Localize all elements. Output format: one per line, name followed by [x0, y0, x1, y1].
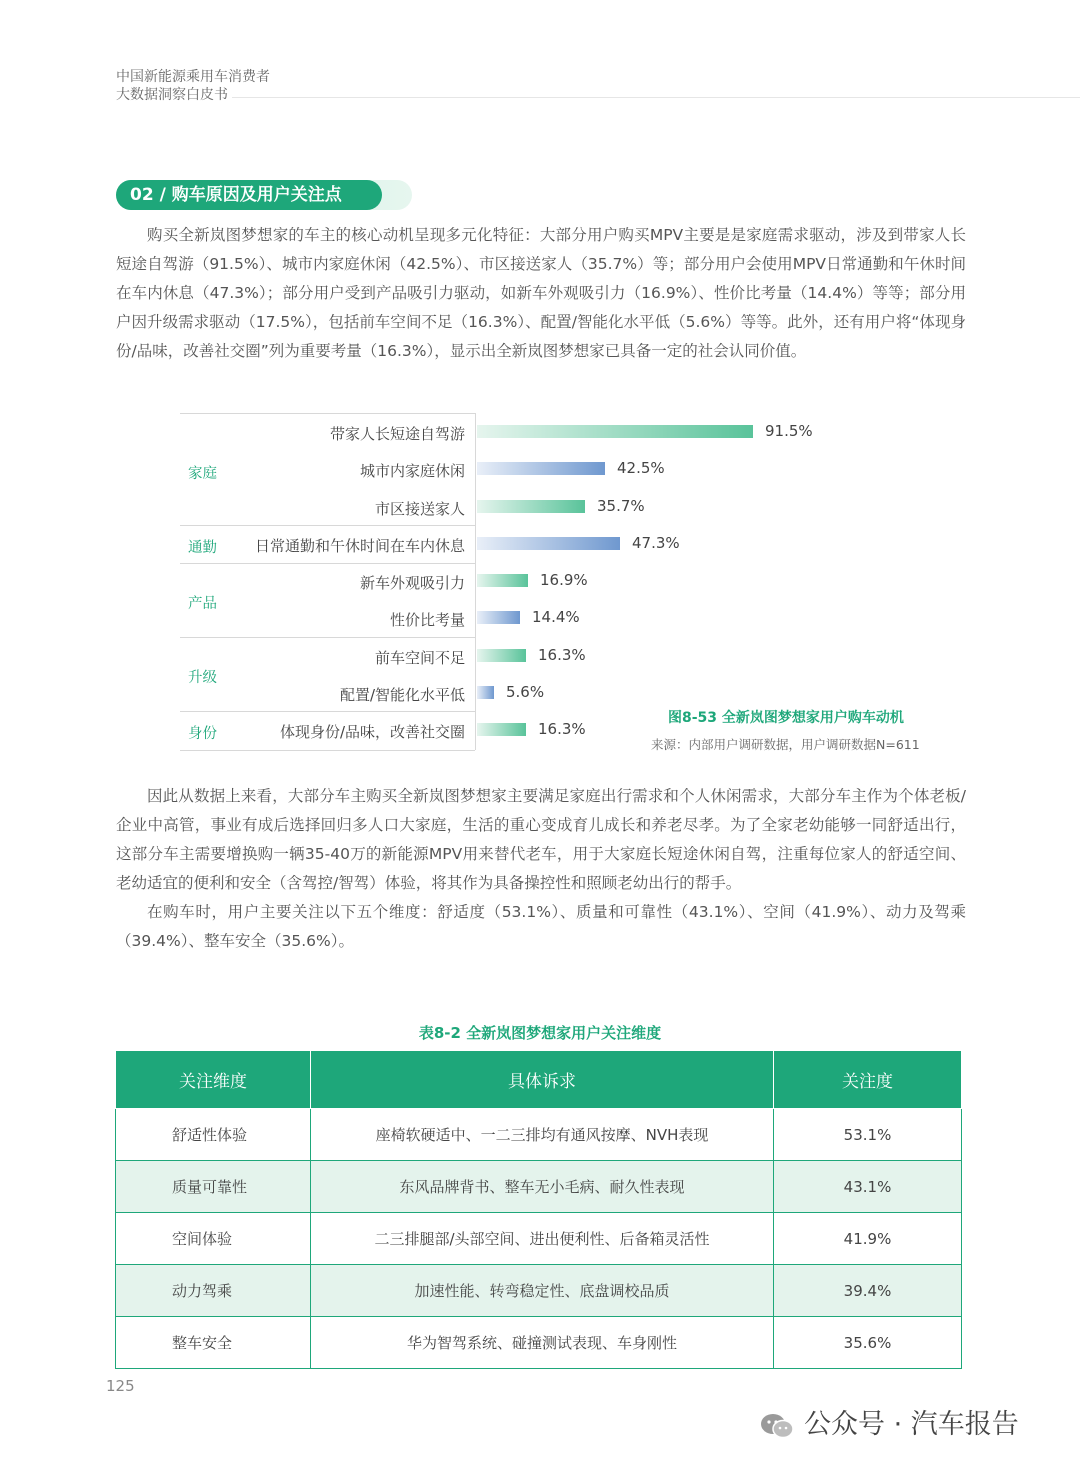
- chart-category-label: 城市内家庭休闲: [359, 462, 465, 480]
- chart-bar: [477, 462, 605, 475]
- chart-group-label: 产品: [188, 596, 217, 612]
- table-caption: 表8-2 全新岚图梦想家用户关注维度: [418, 1024, 662, 1042]
- chart-group-separator: [180, 525, 475, 526]
- chart-bar: [477, 686, 494, 699]
- chart-group-separator: [180, 750, 475, 751]
- chart-data-label: 16.3%: [538, 646, 586, 664]
- table-cell: 53.1%: [774, 1109, 962, 1161]
- chart-data-label: 16.3%: [538, 720, 586, 738]
- chart-data-label: 14.4%: [532, 608, 580, 626]
- chart-data-label: 91.5%: [765, 422, 813, 440]
- chart-category-label: 带家人长短途自驾游: [329, 425, 465, 443]
- chart-group-label: 升级: [188, 670, 217, 686]
- chart-category-label: 体现身份/品味，改善社交圈: [279, 723, 465, 741]
- chart-data-label: 42.5%: [617, 459, 665, 477]
- chart-bar: [477, 723, 526, 736]
- chart-title: 图8-53 全新岚图梦想家用户购车动机: [668, 710, 904, 726]
- chart-bar: [477, 425, 753, 438]
- chart-bar: [477, 611, 520, 624]
- analysis-paragraph-text: 因此从数据上来看，大部分车主购买全新岚图梦想家主要满足家庭出行需求和个人休闲需求，大部分车主作为个体老板/企业中高管，事业有成后选择回归多人口大家庭，生活的重心变成育儿成长和养老尽孝。为了全家老幼能够一同舒适出行，这部分车主需要增换购一辆35-40万的新能源MPV用来替代老车，用于大家庭长短途休闲自驾，注重每位家人的舒适空间、老幼适宜的便利和安全（含驾控/智驾）体验，将其作为具备操控性和照顾老幼出行的帮手。: [116, 787, 966, 892]
- table-cell: 动力驾乘: [116, 1265, 311, 1317]
- intro-paragraph-text: 购买全新岚图梦想家的车主的核心动机呈现多元化特征：大部分用户购买MPV主要是是家庭需求驱动，涉及到带家人长短途自驾游（91.5%）、城市内家庭休闲（42.5%）、市区接送家人（35.7%）等；部分用户会使用MPV日常通勤和午休时间在车内休息（47.3%）；部分用户受到产品吸引力驱动，如新车外观吸引力（16.9%）、性价比考量（14.4%）等等；部分用户因升级需求驱动（17.5%），包括前车空间不足（16.3%）、配置/智能化水平低（5.6%）等等。此外，还有用户将“体现身份/品味，改善社交圈”列为重要考量（16.3%），显示出全新岚图梦想家已具备一定的社会认同价值。: [116, 226, 966, 360]
- header-divider: [232, 97, 1080, 98]
- chart-group-separator: [180, 563, 475, 564]
- chart-group-separator: [180, 413, 475, 414]
- table-cell: 座椅软硬适中、一二三排均有通风按摩、NVH表现: [311, 1109, 774, 1161]
- chart-data-label: 16.9%: [540, 571, 588, 589]
- table-cell: 35.6%: [774, 1317, 962, 1369]
- chart-bar: [477, 649, 526, 662]
- chart-group-label: 身份: [188, 726, 217, 742]
- chart-source: 来源：内部用户调研数据，用户调研数据N=611: [651, 737, 920, 752]
- table-cell: 质量可靠性: [116, 1161, 311, 1213]
- watermark: [760, 1402, 1019, 1441]
- report-title-line1: 中国新能源乘用车消费者: [116, 69, 270, 85]
- chart-category-label: 配置/智能化水平低: [339, 686, 465, 704]
- chart-group-separator: [180, 711, 475, 712]
- watermark-text: 公众号 · 汽车报告: [804, 1409, 1019, 1440]
- table-cell: 加速性能、转弯稳定性、底盘调校品质: [311, 1265, 774, 1317]
- table-cell: 41.9%: [774, 1213, 962, 1265]
- chart-axis-line: [475, 413, 476, 750]
- table-cell: 华为智驾系统、碰撞测试表现、车身刚性: [311, 1317, 774, 1369]
- table-row: [116, 1265, 962, 1317]
- table-row: [116, 1161, 962, 1213]
- chart-group-label: 家庭: [188, 466, 217, 482]
- report-title-line2: 大数据洞察白皮书: [116, 87, 228, 103]
- chart-category-label: 性价比考量: [389, 611, 465, 629]
- table-cell: 二三排腿部/头部空间、进出便利性、后备箱灵活性: [311, 1213, 774, 1265]
- chart-category-label: 市区接送家人: [374, 500, 465, 518]
- chart-bar: [477, 574, 528, 587]
- table-row: [116, 1109, 962, 1161]
- table-row: [116, 1317, 962, 1369]
- intro-paragraph: [116, 221, 966, 366]
- section-tag: 02 / 购车原因及用户关注点: [116, 180, 382, 210]
- analysis-paragraphs: [116, 782, 966, 956]
- chart-data-label: 35.7%: [597, 497, 645, 515]
- table-header-row: [116, 1051, 962, 1109]
- table-cell: 整车安全: [116, 1317, 311, 1369]
- report-header: [116, 68, 270, 104]
- table-header-cell: 具体诉求: [311, 1051, 774, 1109]
- wechat-icon: [760, 1413, 794, 1439]
- table-cell: 39.4%: [774, 1265, 962, 1317]
- chart-data-label: 5.6%: [506, 683, 545, 701]
- chart-bar: [477, 500, 585, 513]
- table-header-cell: 关注度: [774, 1051, 962, 1109]
- table-cell: 东风品牌背书、整车无小毛病、耐久性表现: [311, 1161, 774, 1213]
- chart-category-label: 新车外观吸引力: [359, 574, 465, 592]
- chart-group-separator: [180, 637, 475, 638]
- chart-category-label: 前车空间不足: [374, 649, 465, 667]
- chart-group-label: 通勤: [188, 540, 217, 556]
- chart-data-label: 47.3%: [632, 534, 680, 552]
- focus-dimensions-paragraph: 在购车时，用户主要关注以下五个维度：舒适度（53.1%）、质量和可靠性（43.1%）、空间（41.9%）、动力及驾乘（39.4%）、整车安全（35.6%）。: [116, 903, 966, 950]
- chart-bar: [477, 537, 620, 550]
- table-row: [116, 1213, 962, 1265]
- table-header-cell: 关注维度: [116, 1051, 311, 1109]
- table-cell: 空间体验: [116, 1213, 311, 1265]
- focus-dimension-table: [115, 1050, 962, 1369]
- page-number: 125: [106, 1377, 135, 1395]
- chart-category-label: 日常通勤和午休时间在车内休息: [254, 537, 465, 555]
- table-cell: 43.1%: [774, 1161, 962, 1213]
- table-cell: 舒适性体验: [116, 1109, 311, 1161]
